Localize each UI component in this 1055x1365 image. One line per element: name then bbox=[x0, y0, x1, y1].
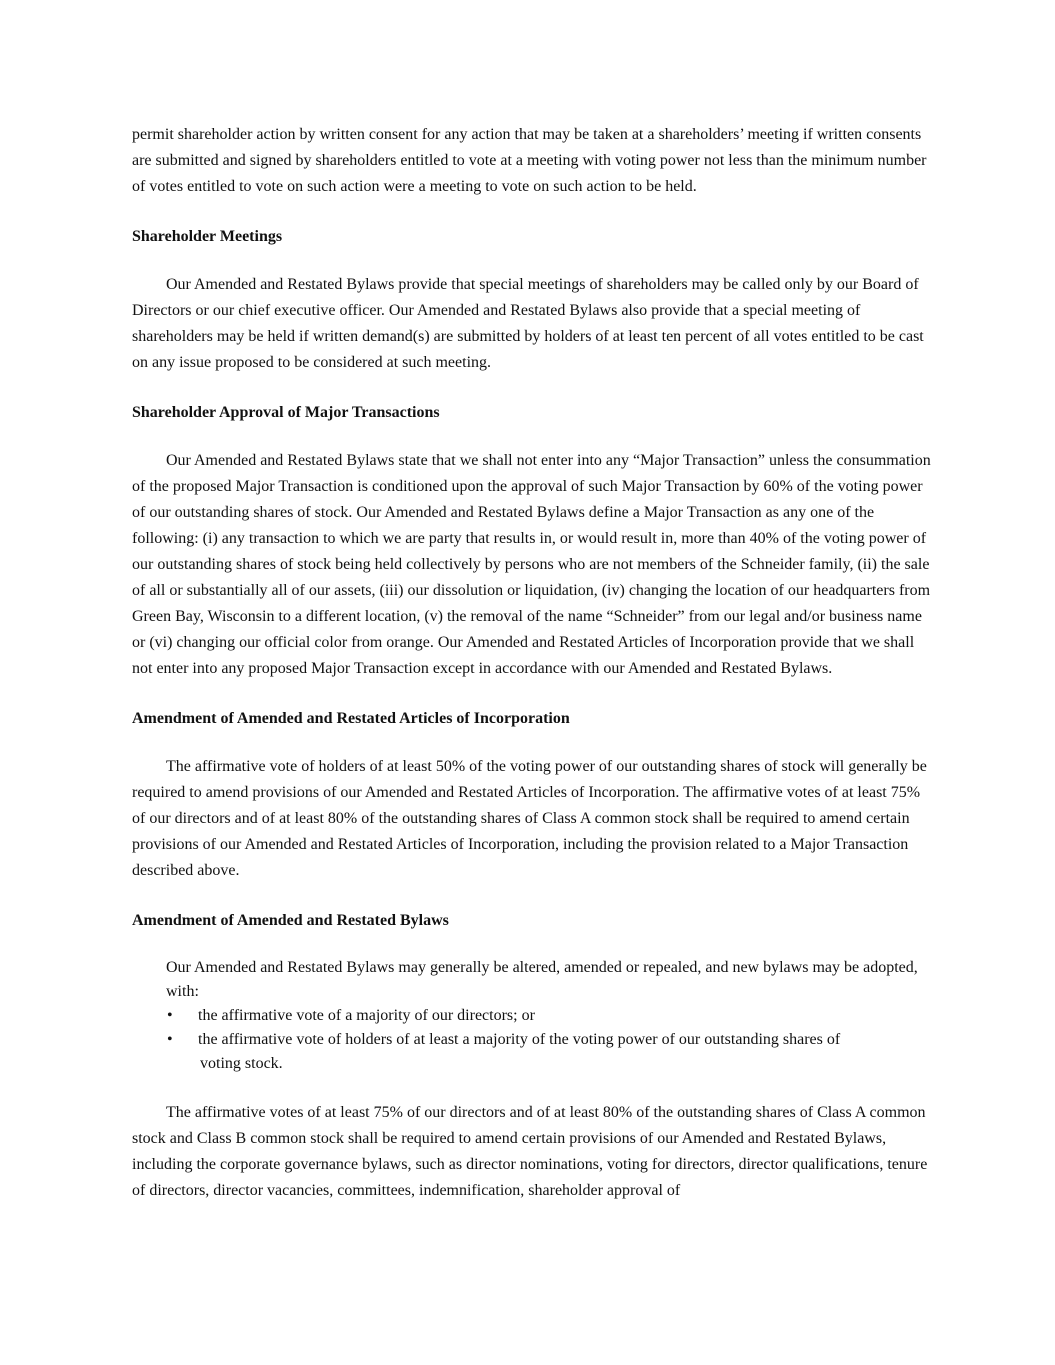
bullet-text: the affirmative vote of a majority of our directors; or bbox=[198, 1007, 535, 1024]
list-item bbox=[166, 1028, 932, 1076]
bullet-text-continuation: voting stock. bbox=[200, 1055, 283, 1072]
paragraph-supermajority-bylaws: The affirmative votes of at least 75% of our directors and of at least 80% of the outstanding shares of Class A common stock and Class B common stock shall be required to amend certain provisions of our Amended and Restated Bylaws, including the corporate governance bylaws, such as director nominations, voting for directors, director qualifications, tenure of directors, director vacancies, committees, indemnification, shareholder approval of bbox=[132, 1104, 928, 1199]
heading-amendment-articles: Amendment of Amended and Restated Articles of Incorporation bbox=[132, 710, 570, 727]
paragraph-shareholder-meetings: Our Amended and Restated Bylaws provide that special meetings of shareholders may be called only by our Board of Directors or our chief executive officer. Our Amended and Restated Bylaws also provide that a special meeting of shareholders may be held if written demand(s) are submitted by holders of at least ten percent of all votes entitled to be cast on any issue proposed to be considered at such meeting. bbox=[132, 276, 924, 371]
paragraph-written-consent: permit shareholder action by written consent for any action that may be taken at a shareholders’ meeting if written consents are submitted and signed by shareholders entitled to vote at a meeting with voting power not less than the minimum number of votes entitled to vote on such action were a meeting to vote on such action to be held. bbox=[132, 126, 927, 195]
bullet-icon: • bbox=[167, 1007, 173, 1024]
heading-major-transactions: Shareholder Approval of Major Transactions bbox=[132, 404, 440, 421]
paragraph-major-transactions: Our Amended and Restated Bylaws state that we shall not enter into any “Major Transaction” unless the consummation of the proposed Major Transaction is conditioned upon the approval of such Major Transaction by 60% of the voting power of our outstanding shares of stock. Our Amended and Restated Bylaws define a Major Transaction as any one of the following: (i) any transaction to which we are party that results in, or would result in, more than 40% of the voting power of our outstanding shares of stock being held collectively by persons who are not members of the Schneider family, (ii) the sale of all or substantially all of our assets, (iii) our dissolution or liquidation, (iv) changing the location of our headquarters from Green Bay, Wisconsin to a different location, (v) the removal of the name “Schneider” from our legal and/or business name or (vi) changing our official color from orange. Our Amended and Restated Articles of Incorporation provide that we shall not enter into any proposed Major Transaction except in accordance with our Amended and Restated Bylaws. bbox=[132, 452, 931, 677]
heading-amendment-bylaws: Amendment of Amended and Restated Bylaws bbox=[132, 912, 449, 929]
bullet-icon: • bbox=[167, 1031, 173, 1048]
list-item bbox=[166, 1004, 932, 1028]
heading-shareholder-meetings: Shareholder Meetings bbox=[132, 228, 283, 245]
bylaws-amendment-list bbox=[166, 956, 932, 1076]
bylaws-amendment-intro: Our Amended and Restated Bylaws may generally be altered, amended or repealed, and new bylaws may be adopted, with: bbox=[166, 959, 918, 1000]
document-page bbox=[132, 122, 932, 1204]
bullet-text: the affirmative vote of holders of at least a majority of the voting power of our outstanding shares of bbox=[198, 1031, 841, 1048]
bullet-list bbox=[166, 1004, 932, 1076]
paragraph-amendment-articles: The affirmative vote of holders of at least 50% of the voting power of our outstanding shares of stock will generally be required to amend provisions of our Amended and Restated Articles of Incorporation. The affirmative votes of at least 75% of our directors and of at least 80% of the outstanding shares of Class A common stock shall be required to amend certain provisions of our Amended and Restated Articles of Incorporation, including the provision related to a Major Transaction described above. bbox=[132, 758, 927, 879]
